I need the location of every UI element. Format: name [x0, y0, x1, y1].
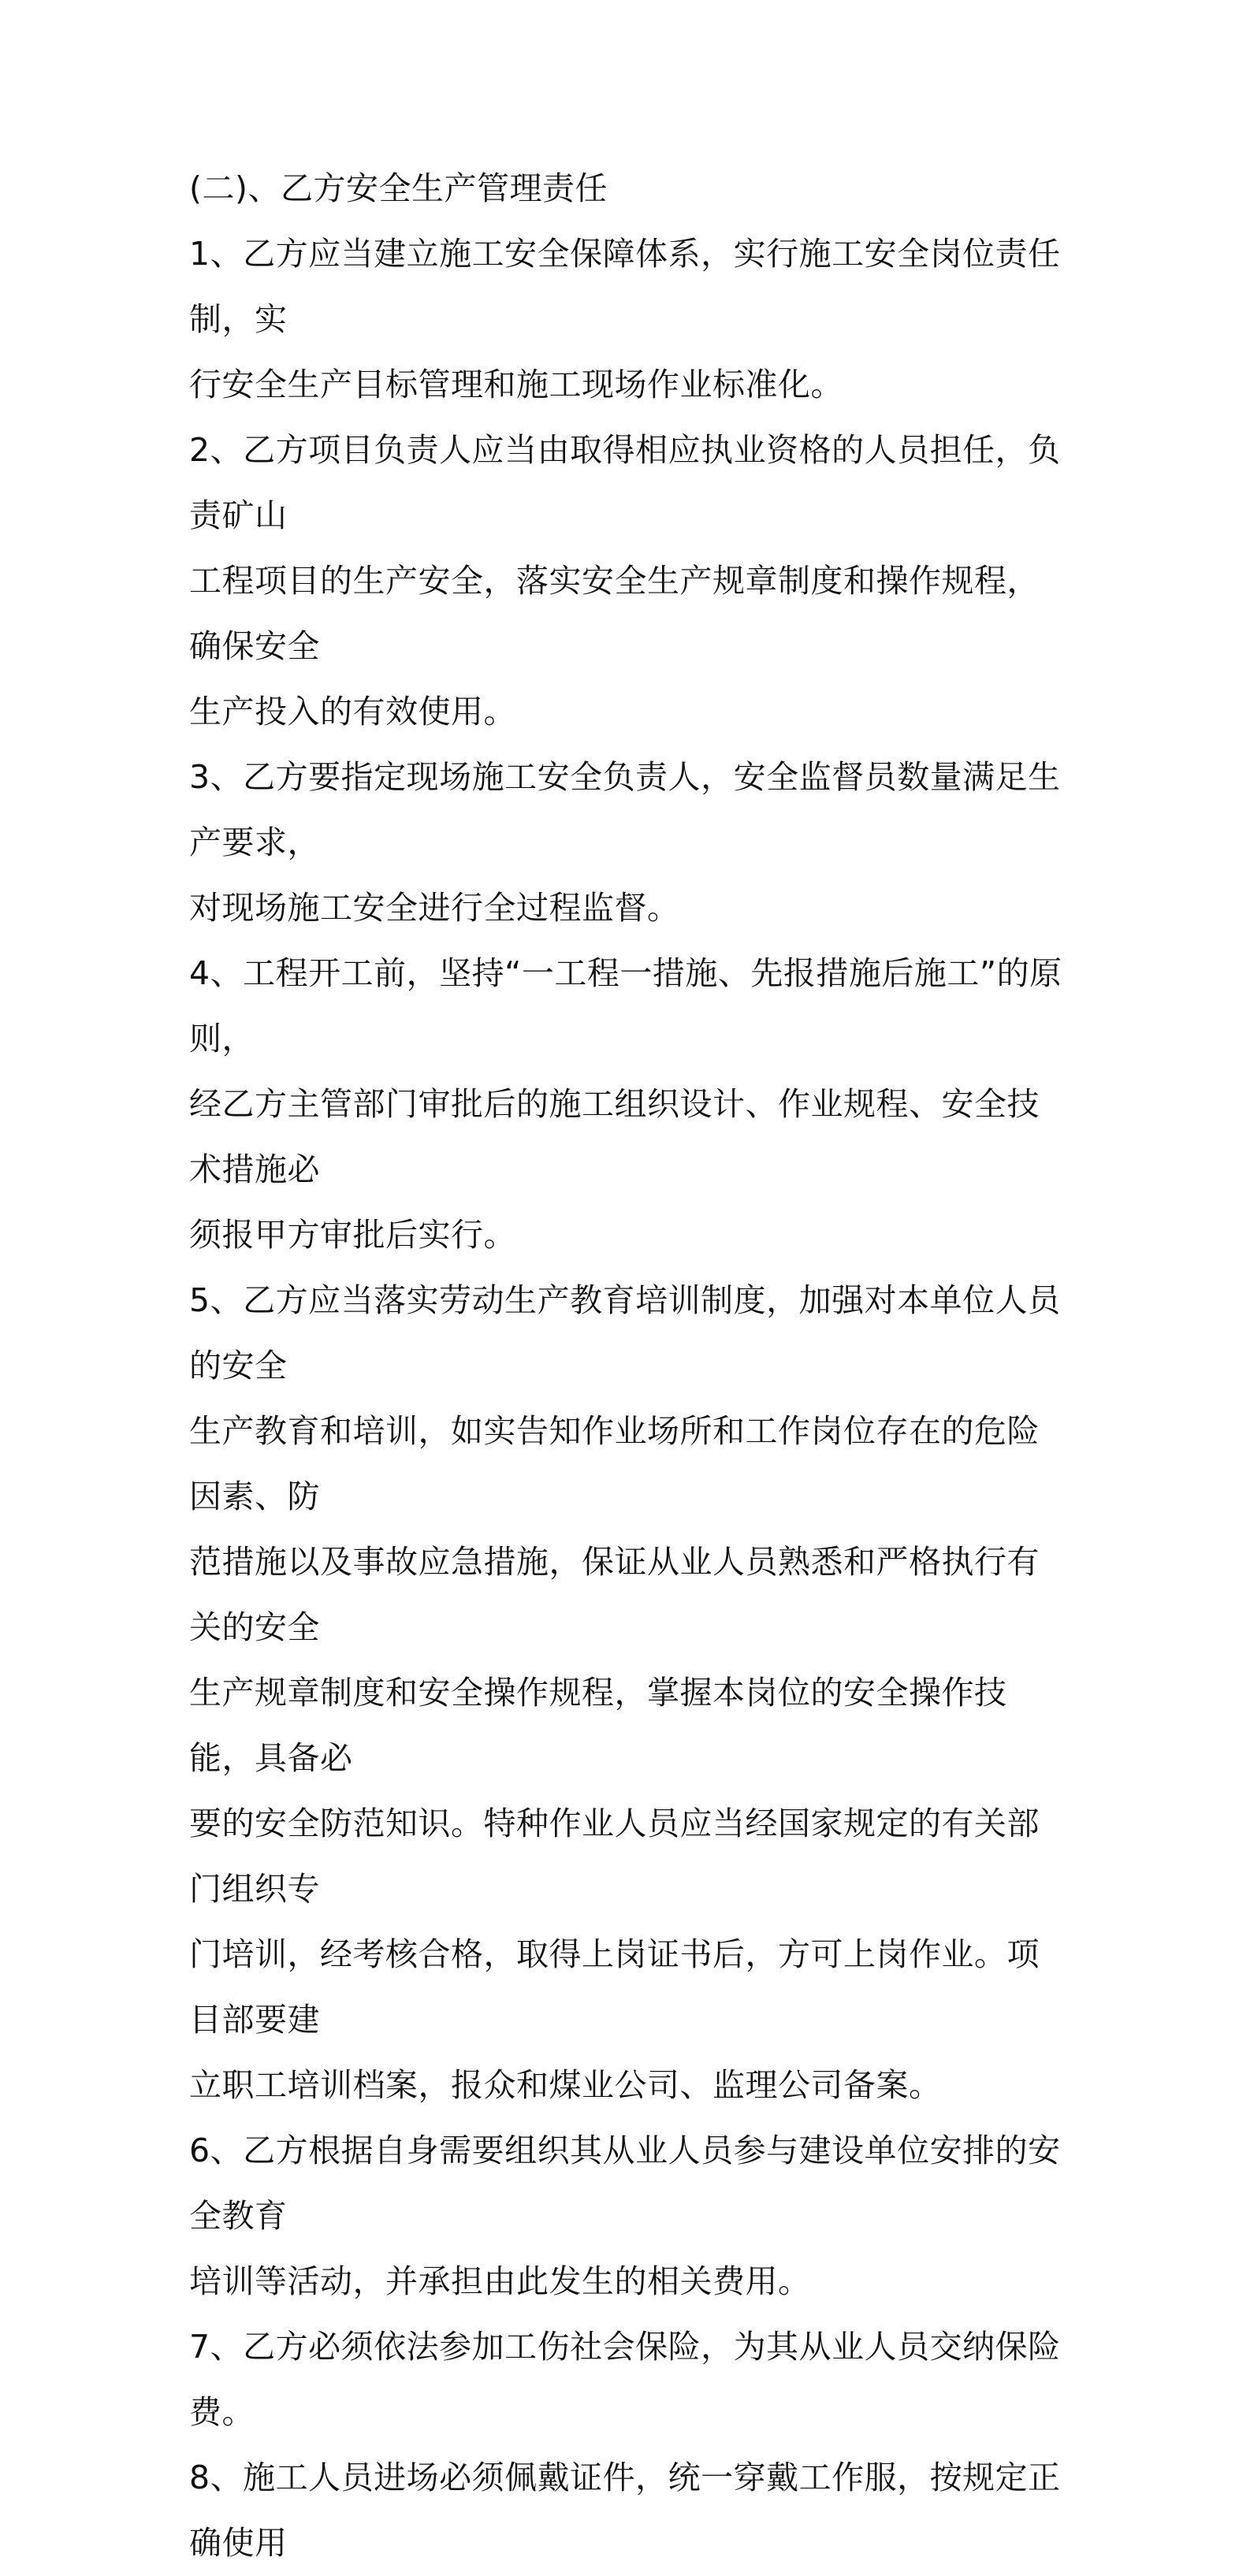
section-heading: (二)、乙方安全生产管理责任 — [189, 169, 608, 207]
clause-4: 4、工程开工前，坚持“一工程一措施、先报措施后施工”的原则， 经乙方主管部门审批后的施工组织设计、作业规程、安全技术措施必 须报甲方审批后实行。 — [189, 954, 1062, 1254]
document-body — [189, 156, 1072, 2576]
clause-1: 1、乙方应当建立施工安全保障体系，实行施工安全岗位责任制，实 行安全生产目标管理和施工现场作业标准化。 — [189, 235, 1061, 403]
clause-7: 7、乙方必须依法参加工伤社会保险，为其从业人员交纳保险费。 — [189, 2328, 1061, 2431]
clause-6: 6、乙方根据自身需要组织其从业人员参与建设单位安排的安全教育 培训等活动，并承担由此发生的相关费用。 — [189, 2132, 1061, 2300]
clause-8: 8、施工人员进场必须佩戴证件，统一穿戴工作服，按规定正确使用 — [189, 2459, 1061, 2562]
clause-5: 5、乙方应当落实劳动生产教育培训制度，加强对本单位人员的安全 生产教育和培训，如实告知作业场所和工作岗位存在的危险因素、防 范措施以及事故应急措施，保证从业人员熟悉和严格执行有关的安全 生产规章制度和安全操作规程，掌握本岗位的安全操作技能，具备必 要的安全防范知识。特种作业人员应当经国家规定的有关部门组织专 门培训，经考核合格，取得上岗证书后，方可上岗作业。项目部要建 立职工培训档案，报众和煤业公司、监理公司备案。 — [189, 1281, 1061, 2104]
clause-3: 3、乙方要指定现场施工安全负责人，安全监督员数量满足生产要求， 对现场施工安全进行全过程监督。 — [189, 758, 1061, 927]
clause-2: 2、乙方项目负责人应当由取得相应执业资格的人员担任，负责矿山 工程项目的生产安全，落实安全生产规章制度和操作规程，确保安全 生产投入的有效使用。 — [189, 431, 1061, 730]
